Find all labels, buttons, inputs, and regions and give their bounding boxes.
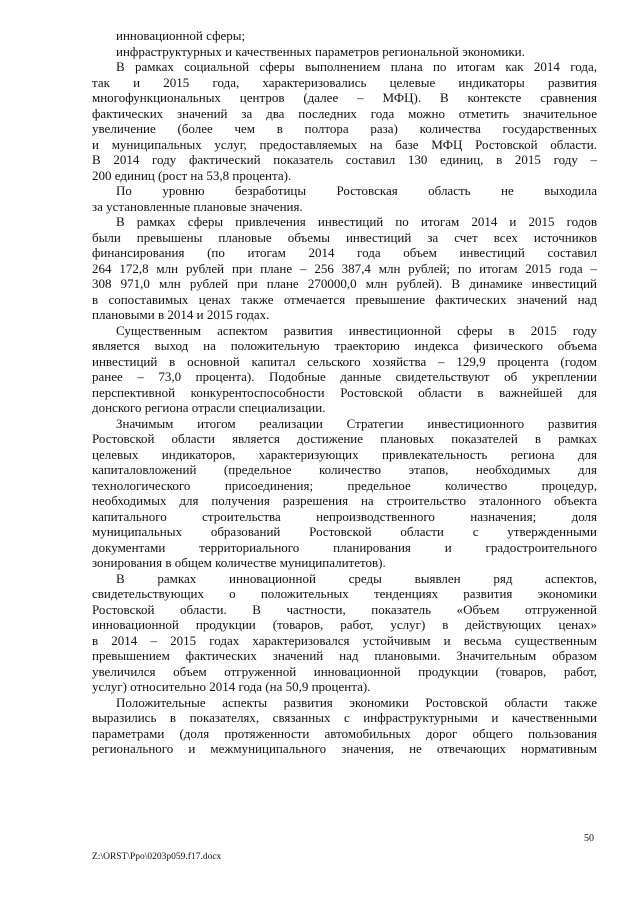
text-line: необходимых для получения разрешения на строительство эталонного объекта xyxy=(92,493,597,508)
text-line: так и 2015 года, характеризовались целевые индикаторы развития xyxy=(92,74,597,90)
text-line: финансирования (по итогам 2014 года объем инвестиций составил xyxy=(92,245,597,260)
paragraph xyxy=(92,183,597,214)
text-line: капиталовложений (предельное количество этапов, необходимых для xyxy=(92,462,597,477)
paragraph xyxy=(92,44,597,60)
footer-file-path: Z:\ORST\Ppo\0203p059.f17.docx xyxy=(92,852,222,862)
text-line: в 2014 – 2015 годах характеризовался устойчивым и весьма существенным xyxy=(92,632,597,648)
text-line: были превышены плановые объемы инвестиций за счет всех источников xyxy=(92,229,597,245)
text-line: превышением фактических значений над плановыми. Значительным образом xyxy=(92,648,597,663)
text-line: инвестиций в основной капитал сельского хозяйства – 129,9 процента (годом xyxy=(92,353,597,369)
text-line: документами территориального планирования и градостроительного xyxy=(92,539,597,555)
text-line: технологического присоединения; предельное количество процедур, xyxy=(92,477,597,493)
text-line: Существенным аспектом развития инвестиционной сферы в 2015 году xyxy=(116,322,597,338)
text-line: В рамках сферы привлечения инвестиций по итогам 2014 и 2015 годов xyxy=(116,214,597,229)
text-line: 264 172,8 млн рублей при плане – 256 387,4 млн рублей; по итогам 2015 года – xyxy=(92,260,597,276)
text-line: увеличился объем отгруженной инновационной продукции (товаров, работ, xyxy=(92,663,597,679)
paragraph xyxy=(92,571,597,695)
paragraph xyxy=(92,695,597,757)
text-line: плановыми в 2014 и 2015 годах. xyxy=(92,307,270,322)
paragraph xyxy=(92,323,597,416)
document-body xyxy=(92,28,597,757)
text-line: выразились в показателях, связанных с инфраструктурными и качественными xyxy=(92,710,597,725)
page-number: 50 xyxy=(584,833,594,844)
text-line: Ростовской области. В частности, показатель «Объем отгруженной xyxy=(92,601,597,617)
text-line: инновационной продукции (товаров, работ, услуг) в действующих ценах» xyxy=(92,617,597,632)
text-line: инновационной сферы; xyxy=(116,28,246,43)
text-line: ранее – 73,0 процента). Подобные данные свидетельствуют об укреплении xyxy=(92,369,597,384)
text-line: за установленные плановые значения. xyxy=(92,198,303,214)
text-line: Ростовской области является достижение плановых показателей в рамках xyxy=(92,431,597,446)
text-line: в сопоставимых ценах также отмечается превышение фактических значений над xyxy=(92,291,597,307)
text-line: инфраструктурных и качественных параметров региональной экономики. xyxy=(116,43,525,59)
text-line: и муниципальных услуг, предоставляемых на базе МФЦ Ростовской области. xyxy=(92,136,597,152)
text-line: целевых индикаторов, характеризующих привлекательность региона для xyxy=(92,446,597,462)
text-line: В рамках социальной сферы выполнением плана по итогам как 2014 года, xyxy=(116,59,597,74)
text-line: Значимым итогом реализации Стратегии инвестиционного развития xyxy=(116,415,597,431)
text-line: 200 единиц (рост на 53,8 процента). xyxy=(92,167,292,183)
text-line: зонирования в общем количестве муниципалитетов). xyxy=(92,555,386,570)
text-line: В рамках инновационной среды выявлен ряд аспектов, xyxy=(116,570,597,586)
text-line: параметрами (доля протяженности автомобильных дорог общего пользования xyxy=(92,725,597,741)
text-line: свидетельствующих о положительных тенденциях развития экономики xyxy=(92,586,597,601)
text-line: перспективной конкурентоспособности Ростовской области в важнейшей для xyxy=(92,384,597,400)
paragraph xyxy=(92,59,597,183)
text-line: регионального и межмуниципального значения, не отвечающих нормативным xyxy=(92,741,597,756)
text-line: В 2014 году фактический показатель составил 130 единиц, в 2015 году – xyxy=(92,152,597,167)
text-line: капитального строительства непроизводственного назначения; доля xyxy=(92,508,597,524)
text-line: услуг) относительно 2014 года (на 50,9 процента). xyxy=(92,679,371,694)
text-line: Положительные аспекты развития экономики Ростовской области также xyxy=(116,694,597,710)
text-line: донского региона отрасли специализации. xyxy=(92,400,326,415)
text-line: увеличение (более чем в полтора раза) количества государственных xyxy=(92,121,597,136)
text-line: многофункциональных центров (далее – МФЦ). В контексте сравнения xyxy=(92,90,597,105)
text-line: По уровню безработицы Ростовская область не выходила xyxy=(116,183,597,198)
text-line: фактических значений за два последних года можно отметить значительное xyxy=(92,105,597,121)
paragraph xyxy=(92,214,597,323)
text-line: является выход на положительную траекторию индекса физического объема xyxy=(92,338,597,353)
text-line: 308 971,0 млн рублей при плане 270000,0 млн рублей). В динамике инвестиций xyxy=(92,276,597,291)
paragraph xyxy=(92,28,597,44)
paragraph xyxy=(92,416,597,571)
text-line: муниципальных образований Ростовской области с утвержденными xyxy=(92,524,597,539)
